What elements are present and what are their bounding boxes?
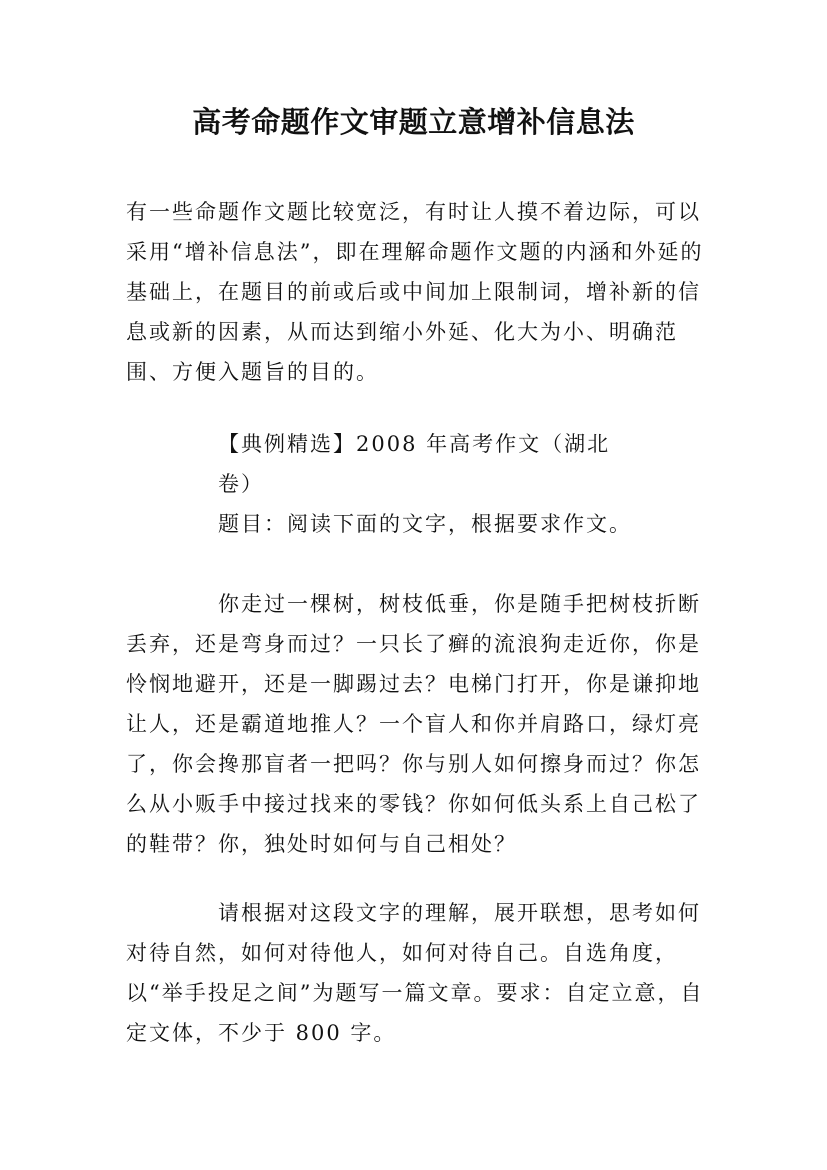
material-paragraph: 你走过一棵树，树枝低垂，你是随手把树枝折断丢弃，还是弯身而过？一只长了癣的流浪狗走近你，你是怜悯地避开，还是一脚踢过去？电梯门打开，你是谦抑地让人，还是霸道地推人？一个盲人和你并肩路口，绿灯亮了，你会搀那盲者一把吗？你与别人如何擦身而过？你怎么从小贩手中接过找来的零钱？你如何低头系上自己松了的鞋带？你，独处时如何与自己相处？ bbox=[126, 592, 701, 856]
intro-paragraph: 有一些命题作文题比较宽泛，有时让人摸不着边际，可以采用“增补信息法”，即在理解命题作文题的内涵和外延的基础上，在题目的前或后或中间加上限制词，增补新的信息或新的因素，从而达到缩小外延、化大为小、明确范围、方便入题旨的目的。 bbox=[126, 200, 704, 384]
topic-line: 题目：阅读下面的文字，根据要求作文。 bbox=[218, 512, 632, 536]
task-paragraph: 请根据对这段文字的理解，展开联想，思考如何对待自然，如何对待他人，如何对待自己。自选角度，以“举手投足之间”为题写一篇文章。要求：自定立意，自定文体，不少于 800 字。 bbox=[126, 901, 704, 1045]
example-heading: 【典例精选】2008 年高考作文（湖北卷） bbox=[218, 432, 611, 496]
document-title: 高考命题作文审题立意增补信息法 bbox=[192, 105, 635, 139]
